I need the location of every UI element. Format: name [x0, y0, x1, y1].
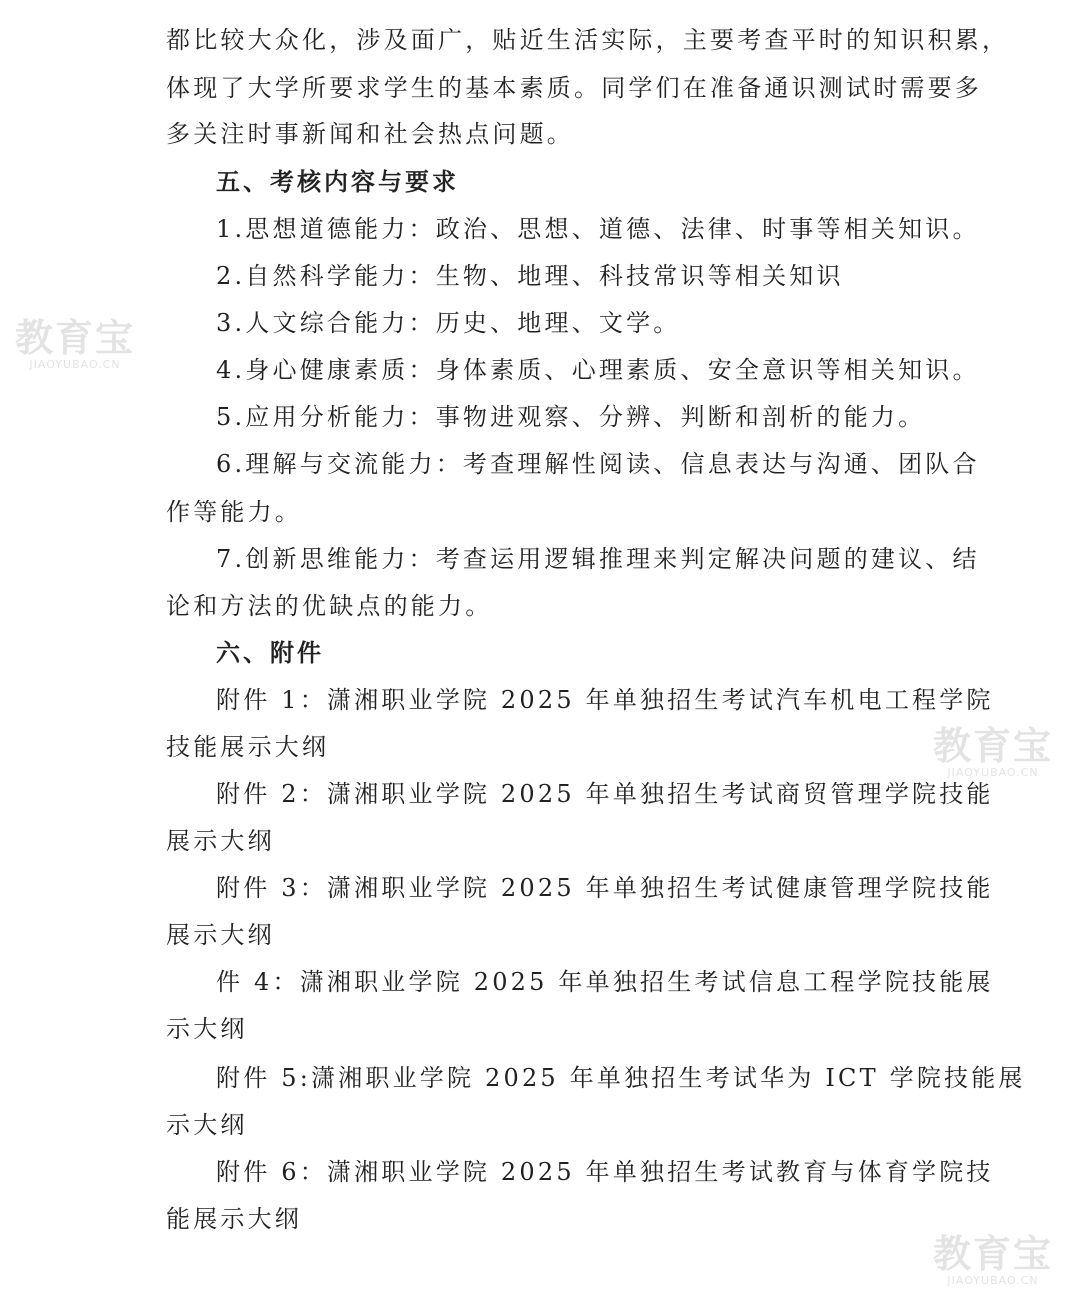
body-text-line: 都比较大众化，涉及面广，贴近生活实际，主要考查平时的知识积累，	[166, 26, 1010, 54]
list-item: 5.应用分析能力：事物进观察、分辨、判断和剖析的能力。	[216, 403, 926, 431]
attachment-item-continuation: 展示大纲	[166, 921, 275, 949]
watermark-logo-text: 教育宝	[14, 316, 135, 360]
attachment-item-continuation: 示大纲	[166, 1015, 248, 1043]
attachment-item-continuation: 展示大纲	[166, 827, 275, 855]
attachment-item: 附件 2：潇湘职业学院 2025 年单独招生考试商贸管理学院技能	[216, 780, 994, 808]
attachment-item: 附件 6：潇湘职业学院 2025 年单独招生考试教育与体育学院技	[216, 1158, 994, 1186]
body-text-line: 多关注时事新闻和社会热点问题。	[166, 120, 574, 148]
watermark-logo-text: 教育宝	[932, 724, 1053, 768]
list-item: 7.创新思维能力：考查运用逻辑推理来判定解决问题的建议、结	[216, 545, 980, 573]
body-text-line: 体现了大学所要求学生的基本素质。同学们在准备通识测试时需要多	[166, 74, 982, 102]
attachment-item-continuation: 能展示大纲	[166, 1205, 302, 1233]
attachment-item-continuation: 示大纲	[166, 1111, 248, 1139]
list-item: 4.身心健康素质：身体素质、心理素质、安全意识等相关知识。	[216, 356, 980, 384]
watermark-url-text: JIAOYUBAO.CN	[947, 1274, 1039, 1287]
watermark-logo-bottom	[928, 1234, 1058, 1288]
list-item: 2.自然科学能力：生物、地理、科技常识等相关知识	[216, 262, 844, 290]
attachment-item: 附件 3：潇湘职业学院 2025 年单独招生考试健康管理学院技能	[216, 874, 994, 902]
watermark-url-text: JIAOYUBAO.CN	[29, 358, 121, 371]
section-heading-assessment: 五、考核内容与要求	[216, 168, 459, 196]
list-item: 1.思想道德能力：政治、思想、道德、法律、时事等相关知识。	[216, 215, 980, 243]
watermark-url-text: JIAOYUBAO.CN	[947, 766, 1039, 779]
list-item: 6.理解与交流能力：考查理解性阅读、信息表达与沟通、团队合	[216, 450, 980, 478]
section-heading-attachments: 六、附件	[216, 639, 324, 667]
watermark-logo-right	[928, 726, 1058, 780]
attachment-item-continuation: 技能展示大纲	[166, 733, 330, 761]
watermark-logo-text: 教育宝	[932, 1232, 1053, 1276]
attachment-item: 件 4：潇湘职业学院 2025 年单独招生考试信息工程学院技能展	[216, 968, 994, 996]
list-item-continuation: 作等能力。	[166, 498, 302, 526]
attachment-item: 附件 5:潇湘职业学院 2025 年单独招生考试华为 ICT 学院技能展	[216, 1064, 1026, 1092]
attachment-item: 附件 1：潇湘职业学院 2025 年单独招生考试汽车机电工程学院	[216, 686, 994, 714]
list-item-continuation: 论和方法的优缺点的能力。	[166, 592, 493, 620]
list-item: 3.人文综合能力：历史、地理、文学。	[216, 309, 681, 337]
watermark-logo-left	[10, 318, 140, 372]
